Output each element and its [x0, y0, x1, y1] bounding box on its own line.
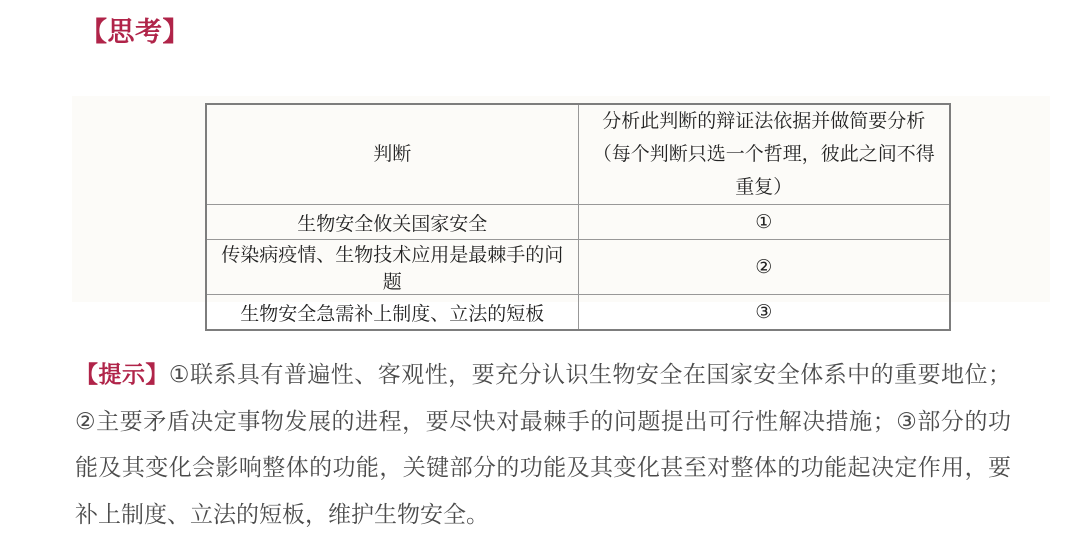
column-header-judgment: 判断: [206, 104, 578, 205]
table-row: [206, 295, 950, 331]
judgment-table: [205, 103, 951, 331]
judgment-cell: 生物安全急需补上制度、立法的短板: [206, 295, 578, 331]
answer-cell: ①: [578, 205, 950, 240]
answer-cell: ②: [578, 240, 950, 295]
judgment-cell: 传染病疫情、生物技术应用是最棘手的问题: [206, 240, 578, 295]
think-section-header: 【思考】: [80, 17, 190, 47]
hint-label: 【提示】: [75, 361, 169, 387]
table-row: [206, 240, 950, 295]
judgment-cell: 生物安全攸关国家安全: [206, 205, 578, 240]
table-header-row: [206, 104, 950, 205]
hint-body-text: ①联系具有普遍性、客观性，要充分认识生物安全在国家安全体系中的重要地位；②主要矛盾决定事物发展的进程，要尽快对最棘手的问题提出可行性解决措施；③部分的功能及其变化会影响整体的功能，关键部分的功能及其变化甚至对整体的功能起决定作用，要补上制度、立法的短板，维护生物安全。: [75, 361, 1012, 527]
column-header-analysis-line1: 分析此判断的辩证法依据并做简要分析: [602, 111, 926, 132]
answer-cell: ③: [578, 295, 950, 331]
table-row: [206, 205, 950, 240]
table-panel: [72, 96, 1050, 325]
column-header-analysis-line2: （每个判断只选一个哲理，彼此之间不得重复）: [592, 144, 935, 198]
hint-paragraph: [75, 351, 1011, 537]
column-header-analysis: [578, 104, 950, 205]
